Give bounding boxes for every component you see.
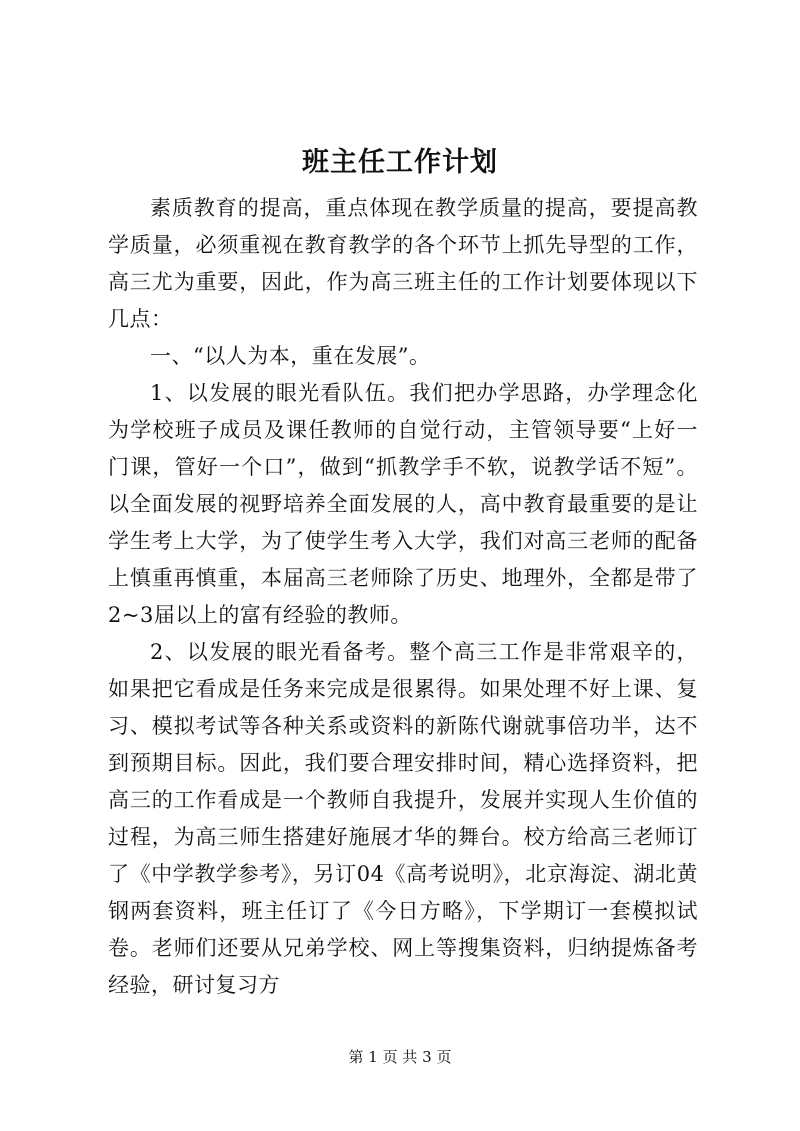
document-body bbox=[108, 190, 698, 1004]
paragraph-intro: 素质教育的提高，重点体现在教学质量的提高，要提高教学质量，必须重视在教育教学的各个环节上抓先导型的工作，高三尤为重要，因此，作为高三班主任的工作计划要体现以下几点： bbox=[108, 196, 698, 331]
paragraph-item-2: 2、以发展的眼光看备考。整个高三工作是非常艰辛的，如果把它看成是任务来完成是很累得。如果处理不好上课、复习、模拟考试等各种关系或资料的新陈代谢就事倍功半，达不到预期目标。因此，我们要合理安排时间，精心选择资料，把高三的工作看成是一个教师自我提升，发展并实现人生价值的过程，为高三师生搭建好施展才华的舞台。校方给高三老师订了《中学教学参考》，另订04《高考说明》，北京海淀、湖北黄钢两套资料，班主任订了《今日方略》，下学期订一套模拟试卷。老师们还要从兄弟学校、网上等搜集资料，归纳提炼备考经验，研讨复习方 bbox=[108, 640, 698, 997]
paragraph-heading-1: 一、“以人为本，重在发展”。 bbox=[150, 344, 431, 368]
page-number-footer: 第 1 页 共 3 页 bbox=[348, 1048, 452, 1066]
document-title: 班主任工作计划 bbox=[302, 147, 498, 178]
paragraph-item-1: 1、以发展的眼光看队伍。我们把办学思路，办学理念化为学校班子成员及课任教师的自觉行动，主管领导要“上好一门课，管好一个口”，做到“抓教学手不软，说教学话不短”。以全面发展的视野培养全面发展的人，高中教育最重要的是让学生考上大学，为了使学生考入大学，我们对高三老师的配备上慎重再慎重，本届高三老师除了历史、地理外，全都是带了2~3届以上的富有经验的教师。 bbox=[108, 381, 698, 627]
